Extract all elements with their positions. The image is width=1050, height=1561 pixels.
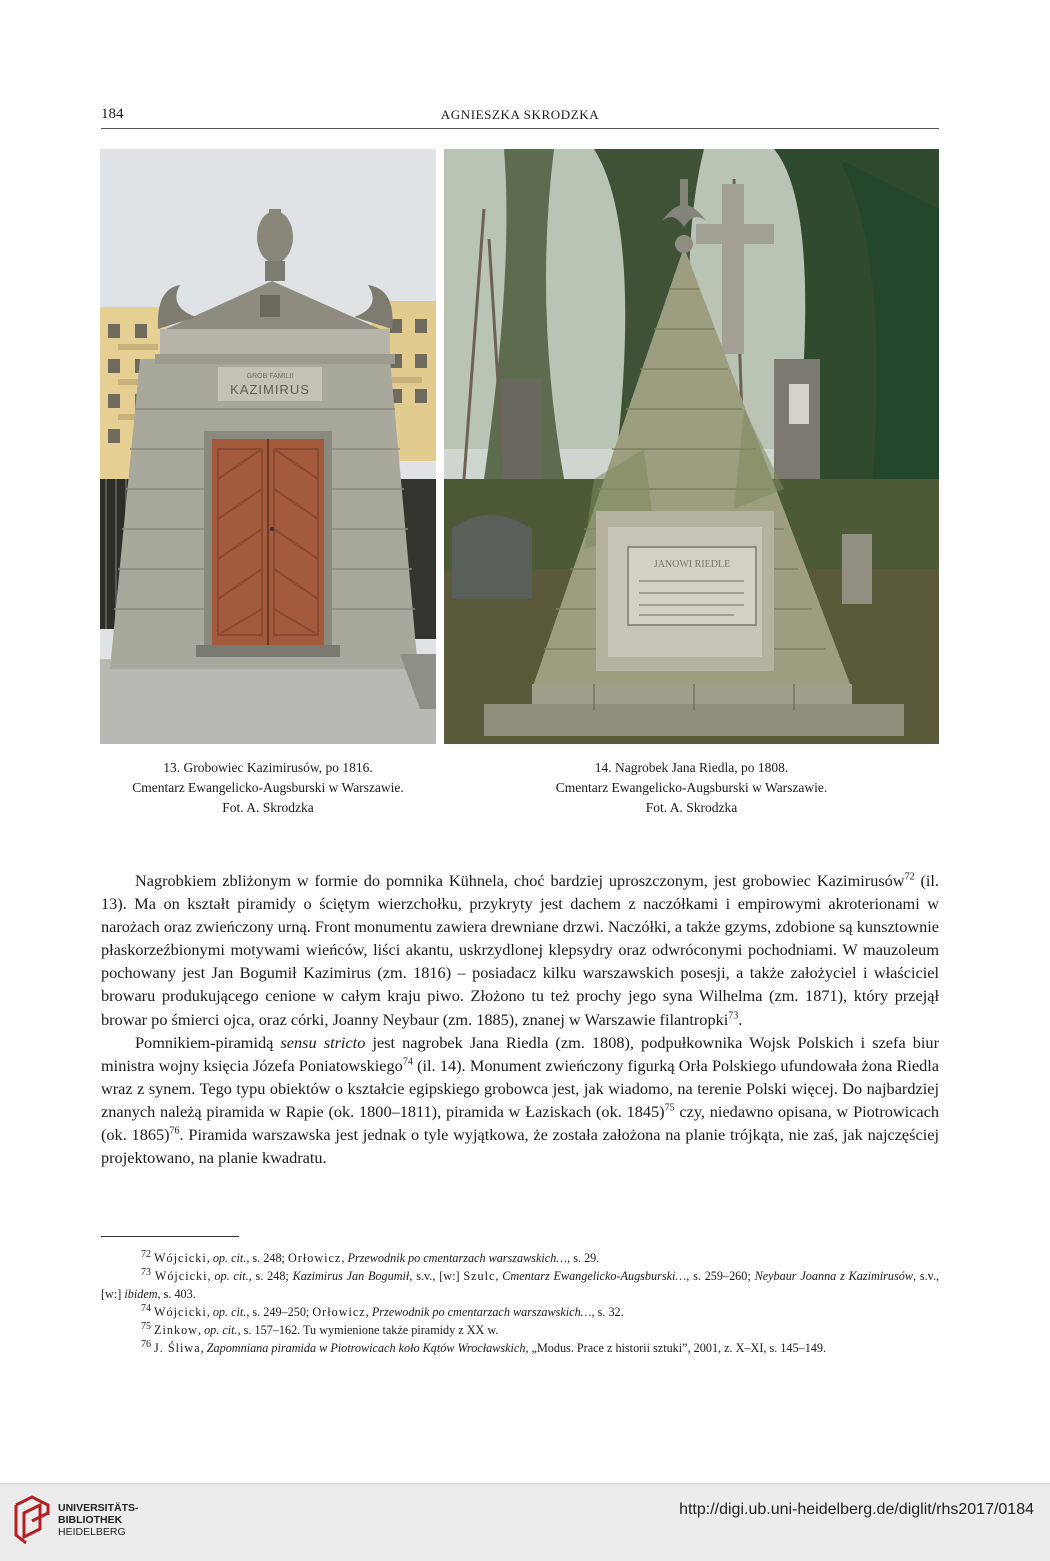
italic-run: Przewodnik po cmentarzach warszawskich… xyxy=(371,1305,592,1319)
footnote-ref: 73 xyxy=(728,1010,739,1022)
footnote-ref: 75 xyxy=(664,1102,675,1114)
kazimirus-tomb-illustration xyxy=(100,149,436,744)
text-run: Nagrobkiem zbliżonym w formie do pomnika Kühnela, choć bardziej uproszczonym, jest grobowiec Kazimirusów xyxy=(135,871,905,890)
footnote-number: 74 xyxy=(141,1302,151,1314)
text-run: jest nagrobek Jana Riedla (zm. 1808), podpułkownika Wojsk Polskich i szefa biur ministra wojny księcia Józefa Poniatowskiego xyxy=(101,1032,939,1075)
library-logo-strokes xyxy=(16,1497,48,1543)
footnote-73 xyxy=(101,1267,939,1303)
italic-run: Zapomniana piramida w Piotrowicach koło Kątów Wrocławskich xyxy=(206,1341,526,1355)
inscription-line-1: GRÓB FAMILII xyxy=(246,373,294,380)
footnote-rule xyxy=(101,1236,239,1237)
text-run: , s. 248; xyxy=(246,1251,288,1265)
body-text xyxy=(101,869,939,1169)
footnotes xyxy=(101,1249,939,1357)
text-run: , s.v., [w:] xyxy=(101,1269,940,1301)
author: Wójcicki xyxy=(154,1269,208,1283)
italic-run: Kazimirus Jan Bogumił xyxy=(292,1269,410,1283)
text-run: , s. 32. xyxy=(591,1305,624,1319)
footnote-72 xyxy=(101,1249,939,1267)
italic-run: op. cit. xyxy=(204,1323,238,1337)
text-run: , xyxy=(341,1251,348,1265)
footnote-ref: 74 xyxy=(402,1056,413,1068)
footnote-number: 73 xyxy=(141,1266,151,1278)
footnote-ref: 76 xyxy=(169,1125,180,1137)
italic-run: Cmentarz Ewangelicko-Augsburski… xyxy=(502,1269,687,1283)
caption-line: Cmentarz Ewangelicko-Augsburski w Warszawie. xyxy=(555,780,828,795)
footnote-74 xyxy=(101,1303,939,1321)
author: J. Śliwa xyxy=(154,1341,201,1355)
author: Orłowicz xyxy=(312,1305,366,1319)
italic-run: op. cit. xyxy=(214,1269,249,1283)
caption-line: 13. Grobowiec Kazimirusów, po 1816. xyxy=(163,760,373,775)
text-run: , xyxy=(206,1305,213,1319)
text-run: , xyxy=(207,1269,215,1283)
text-run: , s. 157–162. Tu wymienione także piramidy z XX w. xyxy=(237,1323,499,1337)
text-run: , s. 249–250; xyxy=(246,1305,313,1319)
footnote-number: 72 xyxy=(141,1248,151,1260)
text-run: , xyxy=(206,1251,213,1265)
text-run: , s. 248; xyxy=(248,1269,293,1283)
text-run: , „Modus. Prace z historii sztuki”, 2001, z. X–XI, s. 145–149. xyxy=(525,1341,827,1355)
library-name xyxy=(58,1502,139,1538)
text-run: . Piramida warszawska jest jednak o tyle wyjątkowa, że została założona na planie trójkąta, nie zaś, jak najczęściej projektowano, na planie kwadratu. xyxy=(101,1125,939,1168)
riedel-inscription: JANOWI RIEDLE xyxy=(653,559,731,570)
paragraph xyxy=(101,869,939,1031)
library-name-line: UNIVERSITÄTS- xyxy=(58,1502,139,1514)
library-name-line: HEIDELBERG xyxy=(58,1526,126,1538)
footer-bar xyxy=(0,1483,1050,1561)
text-run: (il. 13). Ma on kształt piramidy o ściętym wierzchołku, przykryty jest dachem z naczółkami i empirowymi akroterionami w narożach oraz zwieńczony urną. Front monumentu zawiera drewniane drzwi. Naczółki, a także gzyms, zdobione są kunsztownie płaskorzeźbionymi motywami wieńców, liści akantu, uskrzydlonej klepsydry oraz odwróconymi pochodniami. W mauzoleum pochowany jest Jan Bogumił Kazimirus (zm. 1816) – posiadacz kilku warszawskich posesji, a także założyciel i właściciel browaru produkującego cenione w całym kraju piwo. Złożono tu też prochy jego syna Wilhelma (zm. 1871), który przejął browar po śmierci ojca, oraz córki, Joanny Neybaur (zm. 1885), znanej w Warszawie filantropki xyxy=(101,871,939,1029)
italic-run: Przewodnik po cmentarzach warszawskich… xyxy=(347,1251,568,1265)
italic-run: op. cit. xyxy=(212,1305,247,1319)
caption-line: 14. Nagrobek Jana Riedla, po 1808. xyxy=(594,760,789,775)
caption-line: Fot. A. Skrodzka xyxy=(645,800,738,815)
inscription-line-2: KAZIMIRUS xyxy=(230,382,310,397)
figure-14-photo xyxy=(444,149,939,744)
author: Wójcicki xyxy=(154,1251,207,1265)
italic-run: op. cit. xyxy=(212,1251,247,1265)
italic-run: sensu stricto xyxy=(280,1032,366,1052)
running-head: AGNIESZKA SKRODZKA xyxy=(440,107,600,122)
figure-13-caption xyxy=(100,758,436,818)
caption-line: Cmentarz Ewangelicko-Augsburski w Warszawie. xyxy=(132,780,404,795)
author: Szulc xyxy=(463,1269,496,1283)
author: Wójcicki xyxy=(154,1305,207,1319)
text-run: , xyxy=(495,1269,503,1283)
text-run: , xyxy=(200,1341,207,1355)
text-run: , s. 29. xyxy=(567,1251,600,1265)
text-run: . xyxy=(738,1009,743,1029)
footnote-number: 76 xyxy=(141,1338,151,1350)
text-run: , s. 403. xyxy=(157,1287,196,1301)
footnote-ref: 72 xyxy=(904,871,915,883)
text-run: Pomnikiem-piramidą xyxy=(135,1032,281,1052)
paragraph xyxy=(101,1031,939,1170)
library-logo-icon xyxy=(12,1495,52,1547)
footnote-75 xyxy=(101,1321,939,1339)
figure-13-photo xyxy=(100,149,436,744)
page-number: 184 xyxy=(101,106,124,122)
author: Orłowicz xyxy=(287,1251,342,1265)
figure-14-caption xyxy=(444,758,939,818)
text-run: (il. 14). Monument zwieńczony figurką Orła Polskiego ufundowała żona Riedla wraz z synem. Tego typu obiektów o kształcie egipskiego grobowca jest, jak wiadomo, na terenie Polski więcej. Do najbardziej znanych należą piramida w Rapie (ok. 1800–1811), piramida w Łaziskach (ok. 1845) xyxy=(101,1055,940,1121)
text-run: , xyxy=(365,1305,372,1319)
footnote-number: 75 xyxy=(141,1320,151,1332)
text-run: , s. 259–260; xyxy=(686,1269,755,1283)
source-url[interactable]: http://digi.ub.uni-heidelberg.de/diglit/rhs2017/0184 xyxy=(679,1501,1034,1518)
page-header xyxy=(101,104,939,129)
riedel-pyramid-illustration xyxy=(444,149,939,744)
italic-run: ibidem xyxy=(124,1287,158,1301)
italic-run: Neybaur Joanna z Kazimirusów xyxy=(754,1269,913,1283)
text-run: , xyxy=(197,1323,205,1337)
footnote-76 xyxy=(101,1339,939,1357)
text-run: , s.v., [w:] xyxy=(409,1269,464,1283)
caption-line: Fot. A. Skrodzka xyxy=(222,800,314,815)
text-run: czy, niedawno opisana, w Piotrowicach (ok. 1865) xyxy=(101,1101,939,1145)
library-name-line: BIBLIOTHEK xyxy=(58,1514,123,1526)
author: Zinkow xyxy=(154,1323,198,1337)
